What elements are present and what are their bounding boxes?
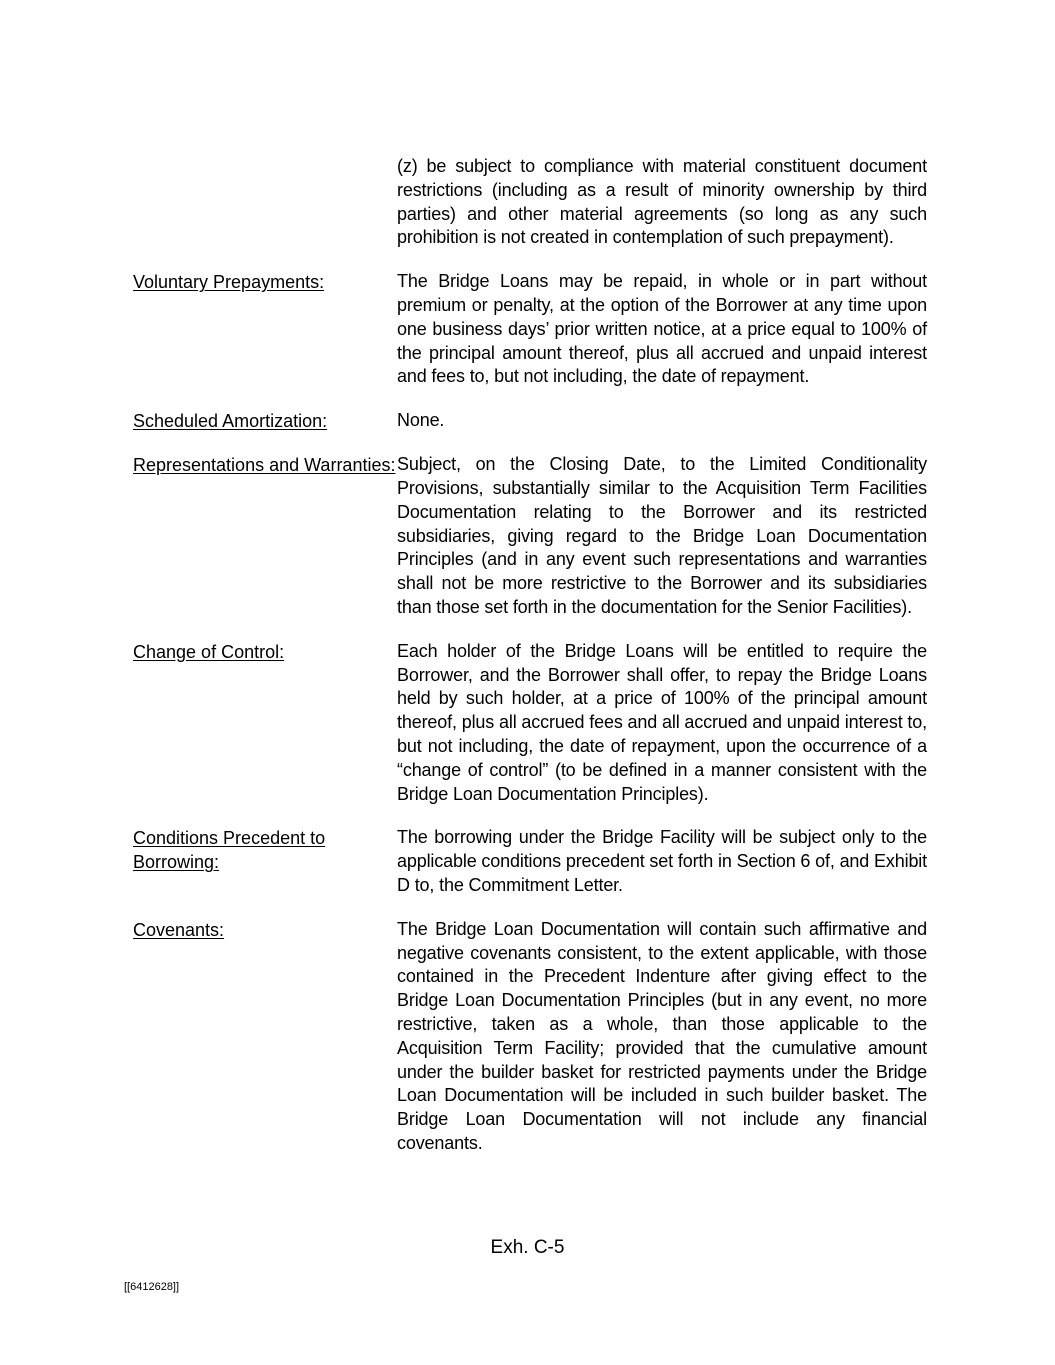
section-body: Subject, on the Closing Date, to the Limited Conditionality Provisions, substantially similar to the Acquisition Term Facilities Documentation relating to the Borrower and its restricted subsidiaries, giving regard to the Bridge Loan Documentation Principles (and in any event such representations and warranties shall not be more restrictive to the Borrower and its subsidiaries than those set forth in the documentation for the Senior Facilities). (397, 454, 927, 617)
section-conditions-precedent (133, 826, 928, 897)
section-label: Voluntary Prepayments: (133, 272, 325, 293)
section-representations-warranties (133, 453, 928, 620)
document-id: [[6412628]] (124, 1281, 180, 1293)
page-number: Exh. C-5 (490, 1237, 565, 1258)
section-covenants (133, 918, 928, 1156)
section-body: The Bridge Loan Documentation will contain such affirmative and negative covenants consistent, to the extent applicable, with those contained in the Precedent Indenture after giving effect to the Bridge Loan Documentation Principles (but in any event, no more restrictive, taken as a whole, than those applicable to the Acquisition Term Facility; provided that the cumulative amount under the builder basket for restricted payments under the Bridge Loan Documentation will be included in such builder basket. The Bridge Loan Documentation will not include any financial covenants. (397, 918, 927, 1153)
section-body: None. (397, 410, 445, 431)
section-label: Representations and Warranties: (133, 455, 396, 476)
term-sheet-content (133, 155, 928, 1176)
intro-paragraph: (z) be subject to compliance with material constituent document restrictions (including as a result of minority ownership by third parties) and other material agreements (so long as any such prohibition is not created in contemplation of such prepayment). (397, 156, 927, 248)
section-change-of-control (133, 640, 928, 807)
section-body: The Bridge Loans may be repaid, in whole or in part without premium or penalty, at the option of the Borrower at any time upon one business days’ prior written notice, at a price equal to 100% of the principal amount thereof, plus all accrued and unpaid interest and fees to, but not including, the date of repayment. (397, 271, 927, 387)
section-label: Conditions Precedent to Borrowing: (133, 828, 326, 873)
section-voluntary-prepayments (133, 270, 928, 389)
section-label: Change of Control: (133, 641, 285, 662)
section-label: Covenants: (133, 919, 225, 940)
section-scheduled-amortization (133, 409, 928, 433)
section-body: The borrowing under the Bridge Facility will be subject only to the applicable conditions precedent set forth in Section 6 of, and Exhibit D to, the Commitment Letter. (397, 827, 927, 895)
section-label: Scheduled Amortization: (133, 411, 328, 432)
section-body: Each holder of the Bridge Loans will be entitled to require the Borrower, and the Borrower shall offer, to repay the Bridge Loans held by such holder, at a price of 100% of the principal amount thereof, plus all accrued fees and all accrued and unpaid interest to, but not including, the date of repayment, upon the occurrence of a “change of control” (to be defined in a manner consistent with the Bridge Loan Documentation Principles). (397, 640, 927, 804)
